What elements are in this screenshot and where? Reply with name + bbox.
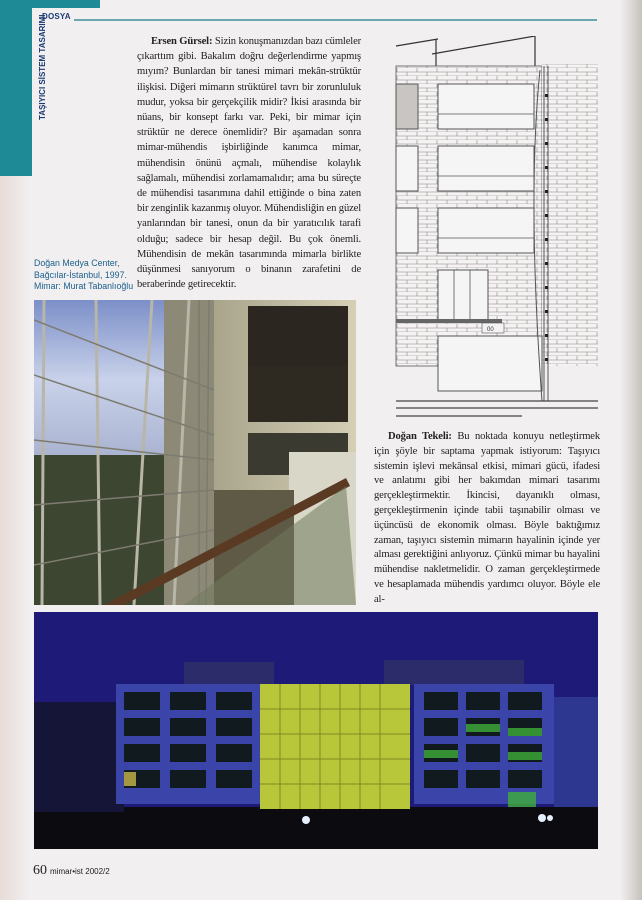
- speaker-name: Doğan Tekeli:: [388, 431, 452, 442]
- photo-caption: [34, 258, 144, 293]
- section-drawing: [392, 36, 602, 428]
- header-rule: [67, 19, 597, 21]
- caption-line: Doğan Medya Center,: [34, 258, 120, 268]
- page-footer: [33, 862, 110, 879]
- speaker-name: Ersen Gürsel:: [151, 36, 213, 47]
- facade-section-drawing: [392, 36, 602, 428]
- caption-line: Mimar: Murat Tabanlıoğlu: [34, 281, 134, 292]
- article-column-2: [374, 430, 600, 608]
- vertical-section-title: TAŞIYICI SİSTEM TASARIMI: [38, 14, 47, 120]
- caption-line: Bağcılar-İstanbul, 1997.: [34, 269, 127, 280]
- atrium-photo-drawing: [34, 300, 356, 605]
- drawing-label: 00: [487, 327, 494, 333]
- night-exterior-photo: [34, 612, 598, 849]
- accent-bar-top: [0, 0, 100, 8]
- speaker-text: Bu noktada konuyu netleştirmek için şöyle bir saptama yapmak istiyorum: Taşıyıcı sistemin işlevi mekânsal etkisi, mimari gücü, ifadesi ve anlatımı gibi her bakımdan mimari tasarımı gerçekleştirmektir. İkincisi, dayanıklı olması, gerçekleştirmenin içinde tabii taşınabilir olması ve üçüncüsü de ekonomik olması. Böyle baktığımız zaman, taşıyıcı sistemin mimarın hayalinin içinde yer alması gerektiğini anlıyoruz. Çünkü mimar bu hayalini mühendise nakletmelidir. O zaman gerçekleştirmede ve hesaplamada mühendis yardımcı oluyor. Böyle ele al-: [374, 431, 600, 605]
- magazine-issue: mimar•ist 2002/2: [50, 867, 110, 876]
- accent-bar-side: [0, 8, 32, 176]
- atrium-photo: [34, 300, 356, 605]
- article-column-1: [137, 34, 361, 292]
- speaker-text: Sizin konuşmanızdan bazı cümleler çıkarttım gibi. Bakalım doğru değerlendirme yapmış mıyım? Bunlardan bir tanesi mimari mekân-strüktür ilişkisi. Diğeri mimarın strüktürel tavrı bir zorunluluk mudur, yoksa bir gerçekçilik midir? İkisi arasında bir nüans, bir konsept farkı var. Peki, bir mimar için strüktür ne derece önemlidir? Bir aşamadan sonra mimar-mühendis işbirliğinde kanımca mimar, mühendisin önünü açmalı, mühendise kolaylık sağlamalı, mühendisi zorlamamalıdır; ama bu süreçte de mühendisi tasarımına dahil ettiğinde o bina zaten bir zenginlik kazanmış oluyor. Mühendisliğin en güzel yanlarından bir tanesi, onun da bir yaratıcılık tarafi olduğu; sadece bir hesap değil. Bu çok önemli. Mühendisin de mekân tasarımında mimarla birlikte düşünmesi sanıyorum o binanın zarafetini de beraberinde getirecektir.: [137, 36, 361, 291]
- night-photo-drawing: [34, 612, 598, 849]
- section-tag: DOSYA: [42, 12, 74, 21]
- page-edge-shadow-right: [620, 0, 642, 900]
- page-number: 60: [33, 863, 47, 878]
